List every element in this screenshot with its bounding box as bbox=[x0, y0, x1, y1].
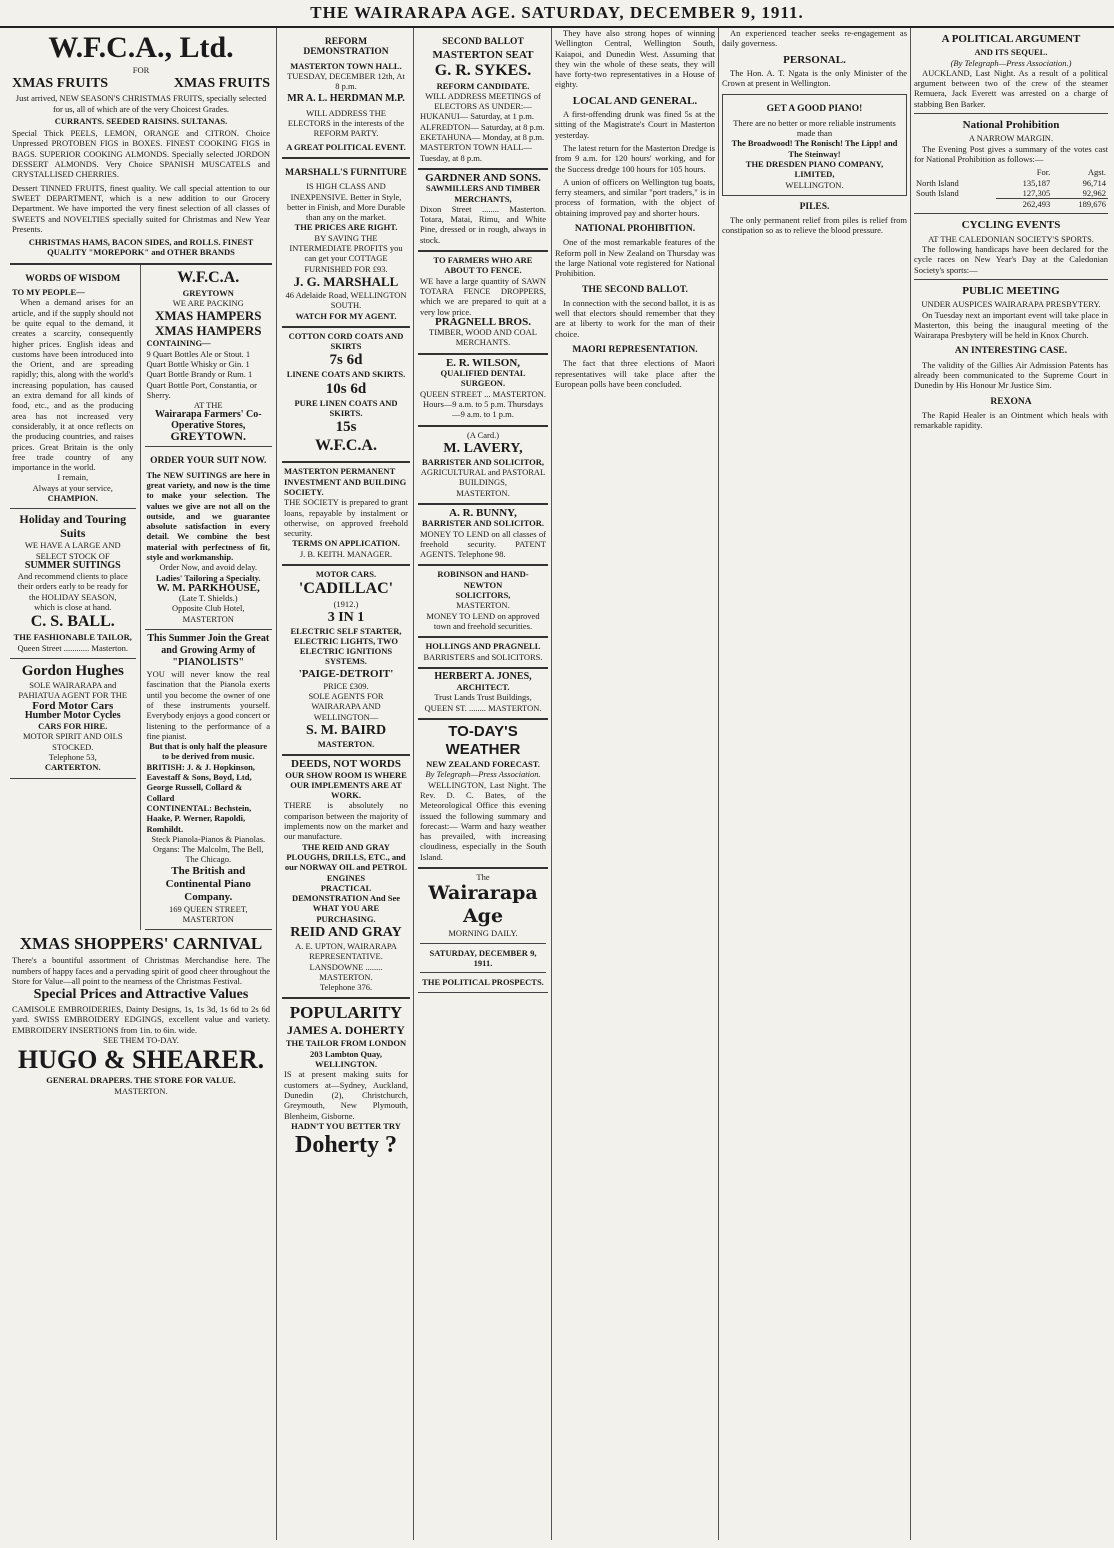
ad-line: Ford Motor Cars bbox=[32, 699, 114, 712]
leader-title: THE POLITICAL PROSPECTS. bbox=[422, 977, 544, 988]
gordon-hughes-ad bbox=[10, 659, 136, 779]
ad-title: ARCHITECT. bbox=[456, 682, 510, 693]
weather-article bbox=[418, 720, 548, 869]
article-title: REXONA bbox=[990, 396, 1032, 407]
column-rule bbox=[551, 28, 552, 1540]
ad-title: Holiday and Touring Suits bbox=[19, 512, 127, 541]
ad-line: THE REID AND GRAY PLOUGHS, DRILLS, ETC., and our NORWAY OIL and PETROL ENGINES bbox=[284, 841, 408, 883]
ad-name: J. B. KEITH. MANAGER. bbox=[299, 548, 393, 559]
ad-line: GREYTOWN. bbox=[170, 429, 246, 444]
table-cell: North Island bbox=[916, 177, 959, 188]
ad-subtitle: OUR SHOW ROOM IS WHERE OUR IMPLEMENTS ARE AT WORK. bbox=[285, 769, 407, 801]
ad-subtitle: SAWMILLERS AND TIMBER MERCHANTS, bbox=[425, 183, 541, 204]
article-body: The following handicaps have been declared for the cycle races on New Year's Day at the Caledonian Society's sports:— bbox=[914, 244, 1108, 275]
ad-line: CURRANTS. SEEDED RAISINS. SULTANAS. bbox=[54, 115, 228, 126]
ad-name: A. R. BUNNY, bbox=[449, 506, 517, 519]
column-rule bbox=[413, 28, 414, 1540]
ad-title: W.F.C.A. bbox=[177, 268, 240, 286]
reform-demonstration-ad bbox=[282, 28, 410, 159]
ad-line: (Late T. Shields.) bbox=[178, 593, 238, 604]
ad-line: WE ARE PACKING bbox=[172, 298, 244, 309]
article-body: The Rapid Healer is an Ointment which heals with remarkable rapidity. bbox=[914, 409, 1108, 431]
ad-title: REFORM DEMONSTRATION bbox=[303, 37, 389, 58]
ad-title: W.F.C.A., Ltd. bbox=[48, 31, 234, 64]
ad-place: MASTERTON. bbox=[456, 487, 510, 498]
ad-name: M. LAVERY, bbox=[443, 440, 523, 456]
ad-line: BY SAVING THE INTERMEDIATE PROFITS you can get your COTTAGE FURNISHED FOR £93. bbox=[289, 232, 403, 274]
article-body: On Tuesday next an important event will take place in Masterton, this being the inaugural meeting of the Wairarapa Presbytery will be held in Knox Church. bbox=[914, 309, 1108, 341]
ad-line: 'PAIGE-DETROIT' bbox=[298, 667, 394, 680]
column-3 bbox=[418, 28, 548, 1540]
column-rule bbox=[910, 28, 911, 1540]
ad-line: XMAS HAMPERS bbox=[154, 308, 262, 324]
column-5 bbox=[722, 28, 907, 1540]
ad-line: Telephone 376. bbox=[319, 982, 373, 993]
ad-address: 203 Lambton Quay, WELLINGTON. bbox=[309, 1048, 383, 1070]
ad-name: W. M. PARKHOUSE, bbox=[156, 581, 260, 594]
ad-heading-right: XMAS FRUITS bbox=[173, 76, 270, 92]
ad-body: YOU will never know the real fascination that the Pianola exerts until you become the owner of one of these instruments yourself. Everybody enjoys a good concert or listening to the performance of a fine pianist. bbox=[146, 669, 270, 741]
ad-line: Order Now, and avoid delay. bbox=[159, 562, 258, 573]
table-cell: South Island bbox=[916, 188, 959, 199]
ad-meeting: MASTERTON TOWN HALL— Tuesday, at 8 p.m. bbox=[420, 142, 532, 163]
article-title: A POLITICAL ARGUMENT bbox=[941, 33, 1081, 45]
ad-title: GARDNER AND SONS. bbox=[425, 171, 541, 184]
holiday-suits-ad bbox=[10, 509, 136, 659]
ad-title: QUALIFIED DENTAL SURGEON. bbox=[440, 368, 526, 389]
article-subtitle: AT THE CALEDONIAN SOCIETY'S SPORTS. bbox=[928, 233, 1094, 244]
ad-sign: Always at your service, bbox=[32, 482, 113, 493]
ad-title: This Summer Join the Great and Growing Army of "PIANOLISTS" bbox=[147, 633, 270, 669]
article-title: CYCLING EVENTS bbox=[961, 219, 1061, 232]
article-title: THE SECOND BALLOT. bbox=[582, 284, 688, 295]
ad-title: ORDER YOUR SUIT NOW. bbox=[150, 456, 267, 467]
column-rule bbox=[276, 28, 277, 1540]
ad-body: Dessert TINNED FRUITS, finest quality. We call special attention to our SWEET DEPARTMENT, which is a new addition to our Grocery Department. We have imported the very finest selection of all classes of SWEETS and NOVELTIES specially suited for Christmas and New Year Presents. bbox=[12, 182, 270, 234]
deeds-not-words-ad bbox=[282, 756, 410, 999]
ad-big: Doherty ? bbox=[295, 1132, 397, 1159]
lavery-card bbox=[418, 427, 548, 505]
article-title: PERSONAL. bbox=[783, 53, 846, 66]
ad-title: MARSHALL'S FURNITURE bbox=[285, 167, 407, 178]
nameplate-title: Wairarapa Age bbox=[428, 882, 538, 928]
ad-line: AT THE bbox=[193, 400, 223, 411]
ad-label: MOTOR CARS. bbox=[315, 568, 377, 579]
order-suit-ad bbox=[145, 447, 272, 630]
prohibition-votes-table bbox=[914, 167, 1108, 209]
article-body: One of the most remarkable features of the Reform poll in New Zealand on Thursday was the large National vote registered for National Prohibition. bbox=[555, 237, 715, 279]
ad-address: LANSDOWNE ........ MASTERTON. bbox=[309, 961, 383, 982]
ad-body: ELECTRIC SELF STARTER, ELECTRIC LIGHTS, TWO ELECTRIC IGNITIONS SYSTEMS. bbox=[290, 625, 402, 667]
pianolists-ad bbox=[145, 630, 272, 930]
article-paragraph: The latest return for the Masterton Dredge is from 9 a.m. for 120 hours' working, and for the Success dredge 100 hours for 105 hours. bbox=[555, 142, 715, 174]
table-header: For. bbox=[1036, 167, 1051, 178]
cadillac-ad bbox=[282, 566, 410, 756]
ad-list: 9 Quart Bottles Ale or Stout. 1 Quart Bottle Whisky or Gin. 1 Quart Bottle Brandy or Rum. 1 Quart Bottle Port, Constantia, or Sherry. bbox=[146, 348, 258, 400]
ad-line: SOLE AGENTS FOR WAIRARAPA AND WELLINGTON— bbox=[308, 691, 384, 722]
ad-price: 10s 6d bbox=[325, 380, 367, 397]
ad-list: Special Thick PEELS, LEMON, ORANGE and CITRON. Choice Unpressed PROTOBEN FIGS in BOXES. FINEST COOKING FIGS in BAGS. SUPERIOR COOKING ALMONDS. Specially selected JORDON DESSERT ALMONDS. Very Choice SPANISH MUSCATELS and CRYSTALLISED CHERRIES. bbox=[12, 128, 270, 180]
ad-body: The NEW SUITINGS are here in great variety, and now is the time to make your selection. The values we give are not all on the outside, and we guarantee absolute satisfaction in every detail. We combine the best material with perfectness of fit, style and workmanship. bbox=[146, 469, 270, 562]
paper-nameplate bbox=[418, 869, 548, 993]
table-row bbox=[914, 199, 1108, 210]
ad-line: SEE THEM TO-DAY. bbox=[103, 1035, 179, 1046]
ad-body: THE SOCIETY is prepared to grant loans, repayable by instalment or otherwise, on approved freehold security. bbox=[284, 497, 408, 539]
ad-title: SOLICITORS, bbox=[455, 590, 511, 601]
ad-body: Dixon Street ........ Masterton. Totara, Matai, Rimu, and White Pine, dressed or in rough, always in stock. bbox=[420, 203, 546, 245]
ad-meeting: HUKANUI— Saturday, at 1 p.m. bbox=[420, 111, 534, 122]
ad-line: MASTERTON TOWN HALL. bbox=[290, 60, 402, 71]
article-body: In connection with the second ballot, it is as well that electors should remember that they are at liberty to work for the man of their choice. bbox=[555, 297, 715, 339]
ad-place: WELLINGTON. bbox=[785, 179, 844, 190]
ad-title: GET A GOOD PIANO! bbox=[766, 104, 863, 115]
ad-price: 15s bbox=[335, 419, 357, 436]
ad-line: But that is only half the pleasure to be derived from music. bbox=[149, 741, 268, 762]
doherty-tailor-ad bbox=[282, 999, 410, 1164]
ad-line: Ladies' Tailoring a Specialty. bbox=[155, 572, 261, 583]
ad-name: G. R. SYKES. bbox=[434, 61, 532, 79]
farmers-fence-ad bbox=[418, 252, 548, 355]
ad-title: BARRISTER AND SOLICITOR. bbox=[422, 518, 544, 529]
ad-line: SOLE WAIRARAPA and PAHIATUA AGENT FOR THE bbox=[18, 679, 128, 701]
ad-address: 46 Adelaide Road, WELLINGTON SOUTH. bbox=[285, 289, 407, 311]
ad-name: E. R. WILSON, bbox=[445, 356, 521, 369]
ad-address: Queen Street ............ Masterton. bbox=[17, 642, 128, 653]
ad-body: WILL ADDRESS MEETINGS of ELECTORS AS UNDER:— bbox=[425, 90, 541, 112]
article-body: The only permanent relief from piles is relief from constipation so as to relieve the blood pressure. bbox=[722, 215, 907, 236]
ad-line: Organs: The Malcolm, The Bell, The Chicago. bbox=[153, 844, 264, 865]
ad-town: GREYTOWN bbox=[182, 287, 234, 298]
wilson-dentist-ad bbox=[418, 355, 548, 427]
article-subtitle: NEW ZEALAND FORECAST. bbox=[426, 759, 540, 770]
ad-line: TUESDAY, DECEMBER 12th, At 8 p.m. bbox=[287, 70, 405, 92]
article-body: WELLINGTON, Last Night. The Rev. D. C. Bates, of the Meteorological Office this evening issued the following summary and forecast:— Warm and hazy weather has prevailed, with increasing cloudiness, especially in the South Island. bbox=[420, 779, 546, 862]
ad-name: HUGO & SHEARER. bbox=[17, 1045, 265, 1075]
ad-line: And recommend clients to place their orders early to be ready for the HOLIDAY SEASON, bbox=[17, 571, 128, 602]
ad-name: PRAGNELL BROS. bbox=[435, 315, 531, 328]
ad-footer: A GREAT POLITICAL EVENT. bbox=[286, 141, 406, 152]
ad-label: (A Card.) bbox=[466, 429, 500, 440]
ad-line: A. E. UPTON, WAIRARAPA REPRESENTATIVE. bbox=[295, 941, 397, 962]
article-title: PUBLIC MEETING bbox=[962, 284, 1060, 297]
ad-body: WE have a large quantity of SAWN TOTARA FENCE DROPPERS, which we are prepared to quit at a very low price. bbox=[420, 275, 546, 317]
article-title: TO-DAY'S WEATHER bbox=[445, 723, 521, 759]
article-body: The Evening Post gives a summary of the votes cast for National Prohibition as follows:— bbox=[914, 143, 1108, 164]
article-title: MAORI REPRESENTATION. bbox=[572, 345, 698, 356]
bunny-ad bbox=[418, 505, 548, 566]
ad-line: CARS FOR HIRE. bbox=[38, 721, 108, 732]
ad-title: BARRISTERS and SOLICITORS. bbox=[423, 651, 543, 662]
column-2 bbox=[282, 28, 410, 1540]
ad-line: (1912.) bbox=[333, 599, 359, 610]
ad-title: SECOND BALLOT bbox=[442, 37, 524, 47]
ad-tag: THE FASHIONABLE TAILOR, bbox=[13, 632, 132, 643]
ad-line: CONTAINING— bbox=[146, 338, 211, 349]
jones-architect-ad bbox=[418, 669, 548, 720]
article-paragraph: An experienced teacher seeks re-engagement as daily governess. bbox=[722, 28, 907, 49]
ad-line: Steck Pianola-Pianos & Pianolas. bbox=[151, 833, 266, 844]
ad-line: CARTERTON. bbox=[44, 762, 101, 773]
ad-name: THE DRESDEN PIANO COMPANY, LIMITED, bbox=[745, 158, 884, 180]
article-title: NATIONAL PROHIBITION. bbox=[574, 224, 696, 235]
ad-line: TERMS ON APPLICATION. bbox=[292, 538, 400, 549]
column-1 bbox=[10, 28, 272, 1540]
ad-line: 3 IN 1 bbox=[327, 609, 365, 625]
ad-list: BRITISH: J. & J. Hopkinson, Eavestaff & Sons, Boyd, Ltd, George Russell, Collard & Collard bbox=[146, 761, 255, 803]
ad-line: HADN'T YOU BETTER TRY bbox=[291, 1120, 401, 1131]
wfca-greytown-ad bbox=[145, 265, 272, 448]
ad-list: CONTINENTAL: Bechstein, Haake, P. Werner, Rapoldi, Romhildt. bbox=[146, 802, 252, 834]
ad-line: PURE LINEN COATS AND SKIRTS. bbox=[294, 397, 398, 419]
article-subtitle: AND ITS SEQUEL. bbox=[974, 47, 1048, 58]
ad-name: JAMES A. DOHERTY bbox=[287, 1023, 405, 1038]
table-cell: 127,305 bbox=[1022, 187, 1051, 198]
ad-place: MASTERTON. bbox=[114, 1085, 168, 1096]
article-title: AN INTERESTING CASE. bbox=[954, 346, 1068, 357]
ad-price: 7s 6d bbox=[329, 352, 363, 369]
ad-title: 'CADILLAC' bbox=[298, 580, 394, 598]
ad-tag: TIMBER, WOOD AND COAL MERCHANTS. bbox=[429, 327, 537, 348]
ad-name: REID AND GRAY bbox=[290, 925, 402, 940]
article-body: The validity of the Gillies Air Admission Patents has already been communicated to the Supreme Court in Dunedin by His Honour Mr Justice Sim. bbox=[914, 359, 1108, 391]
good-piano-ad bbox=[722, 94, 907, 195]
xmas-shoppers-carnival-ad bbox=[10, 930, 272, 1101]
ad-title: DEEDS, NOT WORDS bbox=[291, 758, 401, 771]
column-rule bbox=[718, 28, 719, 1540]
robinson-ad bbox=[418, 566, 548, 638]
article-byline: By Telegraph—Press Association. bbox=[425, 769, 541, 780]
ad-body: MONEY TO LEND on approved town and freehold securities. bbox=[426, 610, 540, 631]
ad-body: There's a bountiful assortment of Christmas Merchandise here. The numbers of happy faces and a pervading spirit of good cheer throughout the Store for Value—all point to the nearness of the Christmas Festival. bbox=[12, 955, 270, 986]
ad-title: POPULARITY bbox=[289, 1003, 403, 1023]
ad-line: SUMMER SUITINGS bbox=[24, 559, 121, 571]
ad-line: Humber Motor Cycles bbox=[24, 709, 121, 721]
ad-address: Opposite Club Hotel, MASTERTON bbox=[172, 603, 245, 624]
gardner-ad bbox=[418, 170, 548, 252]
ad-line: MOTOR SPIRIT AND OILS STOCKED. bbox=[22, 731, 123, 752]
article-body: AUCKLAND, Last Night. As a result of a political argument between two of the crew of the steamer Remuera, Jack Everett was arrested on a charge of stabbing Ben Barker. bbox=[914, 67, 1108, 109]
article-title: National Prohibition bbox=[962, 119, 1060, 132]
ad-tag: THE TAILOR FROM LONDON bbox=[285, 1038, 407, 1049]
article-paragraph: A first-offending drunk was fined 5s at the sitting of the Magistrate's Court in Masterton yesterday. bbox=[555, 109, 715, 140]
ad-title: MASTERTON PERMANENT INVESTMENT AND BUILDING SOCIETY. bbox=[284, 466, 407, 497]
ad-body: WILL ADDRESS THE ELECTORS in the interests of the REFORM PARTY. bbox=[287, 107, 405, 139]
ad-name: HERBERT A. JONES, bbox=[434, 670, 532, 682]
ad-footer: CHRISTMAS HAMS, BACON SIDES, and ROLLS. FINEST QUALITY "MOREPORK" and OTHER BRANDS bbox=[28, 237, 254, 258]
ad-name: ROBINSON and HAND-NEWTON bbox=[437, 569, 529, 590]
ad-sign: CHAMPION. bbox=[47, 492, 98, 503]
ad-name: C. S. BALL. bbox=[30, 613, 115, 631]
column-4 bbox=[555, 28, 715, 1540]
table-cell: 135,187 bbox=[1022, 177, 1051, 188]
ad-body: MONEY TO LEND on all classes of freehold security. PATENT AGENTS. Telephone 98. bbox=[420, 528, 546, 560]
ad-subtitle: Special Prices and Attractive Values bbox=[33, 987, 249, 1003]
table-row bbox=[914, 178, 1108, 188]
ad-line: REFORM CANDIDATE. bbox=[436, 80, 530, 91]
ad-speaker: MR A. L. HERDMAN M.P. bbox=[287, 93, 405, 105]
article-body: They have also strong hopes of winning Wellington Central, Wellington South, Kaiapoi, and Dunedin West. Assuming that they win the whole of these seats, they will have forty-two representatives in a House of eighty. bbox=[555, 28, 715, 90]
ad-heading-left: XMAS FRUITS bbox=[12, 76, 109, 92]
permanent-building-society-ad bbox=[282, 463, 410, 566]
ad-name: HOLLINGS AND PRAGNELL bbox=[425, 641, 541, 652]
ad-name: J. G. MARSHALL bbox=[293, 273, 399, 289]
article-body: The fact that three elections of Maori representatives will take place after the European polls have been concluded. bbox=[555, 358, 715, 389]
ad-line: XMAS HAMPERS bbox=[154, 323, 262, 339]
article-title: LOCAL AND GENERAL. bbox=[572, 94, 698, 107]
masthead: THE WAIRARAPA AGE. SATURDAY, DECEMBER 9, 1911. bbox=[0, 0, 1114, 28]
ad-line: WE HAVE A LARGE AND SELECT STOCK OF bbox=[24, 540, 121, 561]
table-total: 189,676 bbox=[1052, 199, 1108, 210]
ad-intro: Just arrived, NEW SEASON'S CHRISTMAS FRUITS, specially selected for us, all of which are of the very Choicest Grades. bbox=[15, 93, 267, 114]
wfca-xmas-fruits-ad bbox=[10, 28, 272, 265]
nameplate-the: The bbox=[476, 872, 490, 882]
ad-body: When a demand arises for an article, and if the supply should not be quite equal to the demand, it creates a scarcity, consequently higher prices. English ideas and customs have been introduced into the Orient, and are spreading rapidly; this, along with the world's increasing population, has caused an extra demand for all kinds of food, etc., and as the producing area has not increased very considerably, it at once reflects on the producing countries, and raises prices. Great Britain is the only free trade country of any importance in the world. bbox=[12, 297, 134, 473]
wfca-coats-ad bbox=[282, 328, 410, 463]
ad-place: MASTERTON. bbox=[456, 600, 510, 611]
ad-title: WORDS OF WISDOM bbox=[25, 273, 121, 284]
ad-address: QUEEN ST. ........ MASTERTON. bbox=[424, 702, 542, 713]
article-subtitle: A NARROW MARGIN. bbox=[968, 133, 1054, 144]
ad-address: QUEEN STREET ... MASTERTON. bbox=[420, 388, 546, 399]
column-6 bbox=[914, 28, 1108, 1540]
table-row bbox=[914, 188, 1108, 199]
nameplate-sub: MORNING DAILY. bbox=[448, 928, 518, 939]
ad-meeting: ALFREDTON— Saturday, at 8 p.m. bbox=[420, 121, 545, 132]
table-total: 262,493 bbox=[996, 199, 1052, 210]
marshall-furniture-ad bbox=[282, 159, 410, 328]
ad-sign: I remain, bbox=[57, 472, 89, 483]
ad-line: Wairarapa Farmers' Co-Operative Stores, bbox=[154, 409, 262, 431]
ad-place: MASTERTON. bbox=[317, 738, 375, 749]
ad-line: MASTERTON SEAT bbox=[432, 49, 534, 62]
nameplate-date: SATURDAY, DECEMBER 9, 1911. bbox=[429, 947, 537, 968]
ad-line: COTTON CORD COATS AND SKIRTS bbox=[288, 330, 404, 352]
ad-line: Telephone 53, bbox=[48, 752, 97, 763]
ad-tag: GENERAL DRAPERS. THE STORE FOR VALUE. bbox=[46, 1075, 236, 1086]
ad-body: There are no better or more reliable instruments made than bbox=[733, 117, 896, 139]
ad-line: Trust Lands Trust Buildings, bbox=[434, 692, 532, 703]
ad-line: LINENE COATS AND SKIRTS. bbox=[286, 369, 406, 380]
ad-address: 169 QUEEN STREET, MASTERTON bbox=[169, 903, 248, 924]
table-cell: 92,962 bbox=[1082, 187, 1106, 198]
ad-name: The British and Continental Piano Company. bbox=[165, 864, 251, 903]
ad-salute: TO MY PEOPLE— bbox=[12, 287, 85, 298]
article-subtitle: UNDER AUSPICES WAIRARAPA PRESBYTERY. bbox=[921, 299, 1101, 310]
ad-hours: Hours—9 a.m. to 5 p.m. Thursdays—9 a.m. to 1 p.m. bbox=[422, 398, 544, 420]
ad-title: Gordon Hughes bbox=[21, 662, 124, 679]
ad-line: PRACTICAL DEMONSTRATION And See WHAT YOU ARE PURCHASING. bbox=[292, 882, 400, 924]
ad-for: FOR bbox=[132, 65, 150, 75]
table-cell: 96,714 bbox=[1082, 177, 1106, 188]
ad-title: XMAS SHOPPERS' CARNIVAL bbox=[19, 934, 263, 954]
ad-list: CAMISOLE EMBROIDERIES, Dainty Designs, 1s, 1s 3d, 1s 6d to 2s 6d yard. SWISS EMBROIDERY EDGINGS, excellent value and variety. EMBROIDERY INSERTIONS from 1in. to 6in. wide. bbox=[12, 1004, 270, 1035]
words-of-wisdom-ad bbox=[10, 265, 136, 510]
ad-body: THERE is absolutely no comparison between the majority of implements now on the market and our manufacture. bbox=[284, 800, 408, 842]
ad-line: THE PRICES ARE RIGHT. bbox=[294, 222, 398, 233]
ad-meeting: EKETAHUNA— Monday, at 8 p.m. bbox=[420, 132, 545, 143]
ad-line: AGRICULTURAL and PASTORAL BUILDINGS, bbox=[420, 467, 546, 488]
ad-body: IS HIGH CLASS AND INEXPENSIVE. Better in Style, better in Finish, and More Durable than any on the market. bbox=[286, 181, 406, 223]
ad-line: PRICE £309. bbox=[323, 680, 369, 691]
article-paragraph: A union of officers on Wellington tug boats, ferry steamers, and similar "port traders," is in process of formation, with the object of obtaining improved pay and shorter hours. bbox=[555, 176, 715, 218]
table-header: Agst. bbox=[1087, 167, 1106, 178]
article-title: PILES. bbox=[799, 201, 830, 212]
article-byline: (By Telegraph—Press Association.) bbox=[950, 57, 1072, 68]
ad-line: WATCH FOR MY AGENT. bbox=[295, 310, 397, 321]
second-ballot-ad bbox=[418, 28, 548, 170]
ad-line: which is close at hand. bbox=[34, 602, 112, 613]
ad-line: The Broadwood! The Ronisch! The Lipp! and The Steinway! bbox=[731, 138, 898, 159]
ad-title: TO FARMERS WHO ARE ABOUT TO FENCE. bbox=[433, 255, 533, 276]
article-body: The Hon. A. T. Ngata is the only Minister of the Crown at present in Wellington. bbox=[722, 67, 907, 89]
ad-name: W.F.C.A. bbox=[315, 437, 377, 455]
hollings-ad bbox=[418, 638, 548, 669]
ad-body: IS at present making suits for customers at—Sydney, Auckland, Dunedin (2), Christchurch, Greymouth, New Plymouth, Blenheim, Gisborne. bbox=[284, 1069, 408, 1121]
ad-name: S. M. BAIRD bbox=[305, 722, 387, 738]
ad-title: BARRISTER AND SOLICITOR, bbox=[422, 456, 544, 467]
